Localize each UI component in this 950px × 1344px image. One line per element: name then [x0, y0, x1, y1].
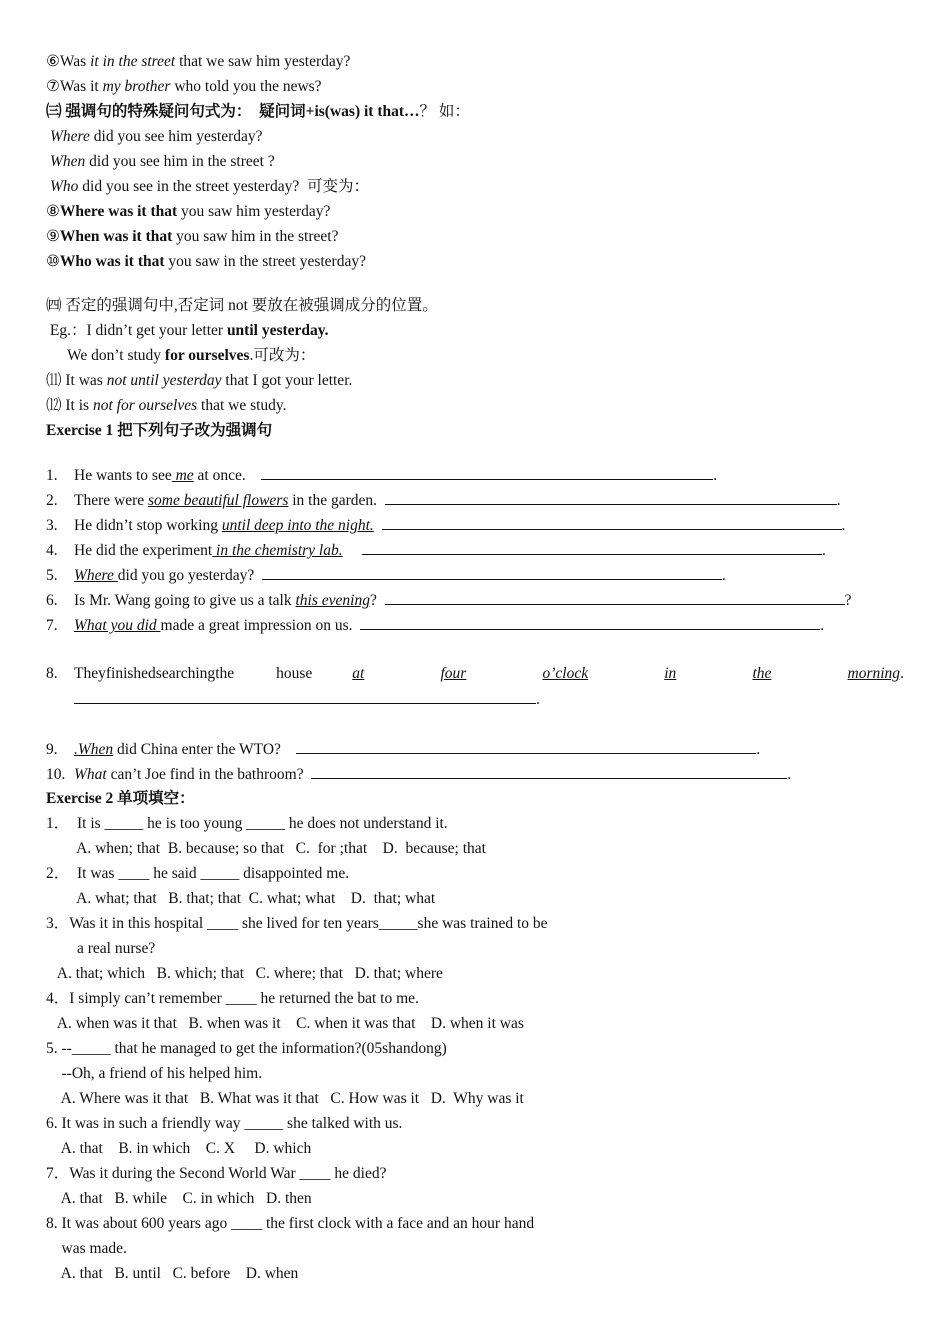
exercise1-item-3: 3. He didn’t stop working until deep into the night. . — [46, 517, 846, 534]
exercise2-line: 8. It was about 600 years ago ____ the first clock with a face and an hour hand — [46, 1215, 535, 1232]
exercise2-line: --Oh, a friend of his helped him. — [46, 1065, 263, 1082]
exercise2-line: 7．Was it during the Second World War ____ he died? — [46, 1165, 387, 1182]
exercise2-line: A. Where was it that B. What was it that C. How was it D. Why was it — [46, 1090, 524, 1107]
answer-blank[interactable] — [382, 515, 842, 530]
exercise2-line: 6. It was in such a friendly way _____ she talked with us. — [46, 1115, 403, 1132]
exercise1-item-6: 6. Is Mr. Wang going to give us a talk this evening? ? — [46, 592, 852, 609]
exercise2-line: A. when was it that B. when was it C. when it was that D. when it was — [46, 1015, 524, 1032]
exercise2-line: A. when; that B. because; so that C. for ;that D. because; that — [46, 840, 486, 857]
example-line-6: ⑥Was it in the street that we saw him yesterday? — [46, 53, 351, 70]
exercise2-line: A. that B. until C. before D. when — [46, 1265, 299, 1282]
exercise1-item-7: 7. What you did made a great impression on us. . — [46, 617, 825, 634]
exercise1-item-5: 5. Where did you go yesterday? . — [46, 567, 726, 584]
example-eg-2: We don’t study for ourselves.可改为： — [67, 347, 316, 364]
exercise2-line: A. that B. in which C. X D. which — [46, 1140, 312, 1157]
exercise2-line: A. what; that B. that; that C. what; what D. that; what — [46, 890, 436, 907]
exercise1-item-4: 4. He did the experiment in the chemistry lab. . — [46, 542, 826, 559]
answer-blank[interactable] — [74, 689, 536, 704]
exercise2-line: 3．Was it in this hospital ____ she lived for ten years_____she was trained to be — [46, 915, 548, 932]
exercise1-item-2: 2. There were some beautiful flowers in the garden. . — [46, 492, 841, 509]
answer-blank[interactable] — [385, 490, 837, 505]
exercise1-item-10: 10. What can’t Joe find in the bathroom? . — [46, 766, 792, 783]
exercise1-item-9: 9. .When did China enter the WTO? . — [46, 741, 761, 758]
exercise2-line: A. that; which B. which; that C. where; that D. that; where — [46, 965, 443, 982]
exercise2-line: 2． It was ____ he said _____ disappointed me. — [46, 865, 350, 882]
section-heading-3: ㈢ 强调句的特殊疑问句式为： 疑问词+is(was) it that…？ 如： — [46, 103, 470, 120]
question-example-2: When did you see him in the street ? — [50, 153, 275, 170]
exercise2-line: 5. --_____ that he managed to get the information?(05shandong) — [46, 1040, 447, 1057]
exercise1-item-8-answer: . — [74, 689, 540, 710]
question-example-1: Where did you see him yesterday? — [50, 128, 263, 145]
exercise1-item-8: 8. They finished searching the house at four o’clock in the morning . — [46, 665, 904, 682]
example-line-7: ⑦Was it my brother who told you the news? — [46, 78, 322, 95]
example-line-11: ⑾ It was not until yesterday that I got your letter. — [46, 372, 353, 389]
exercise2-line: 1． It is _____ he is too young _____ he does not understand it. — [46, 815, 448, 832]
exercise2-line: 4．I simply can’t remember ____ he returned the bat to me. — [46, 990, 419, 1007]
example-line-12: ⑿ It is not for ourselves that we study. — [46, 397, 287, 414]
answer-blank[interactable] — [261, 465, 713, 480]
question-example-3: Who did you see in the street yesterday? 可变为： — [50, 178, 369, 195]
exercise1-item-1: 1. He wants to see me at once. . — [46, 467, 718, 484]
example-line-8: ⑧Where was it that you saw him yesterday? — [46, 203, 331, 220]
exercise1-title: Exercise 1 把下列句子改为强调句 — [46, 422, 273, 439]
answer-blank[interactable] — [362, 540, 822, 555]
exercise2-line: A. that B. while C. in which D. then — [46, 1190, 312, 1207]
answer-blank[interactable] — [296, 739, 756, 754]
exercise2-line: a real nurse? — [46, 940, 156, 957]
answer-blank[interactable] — [311, 764, 787, 779]
example-line-10: ⑩Who was it that you saw in the street yesterday? — [46, 253, 366, 270]
answer-blank[interactable] — [385, 590, 845, 605]
exercise2-line: was made. — [46, 1240, 127, 1257]
example-line-9: ⑨When was it that you saw him in the street? — [46, 228, 339, 245]
section-heading-4: ㈣ 否定的强调句中,否定词 not 要放在被强调成分的位置。 — [46, 297, 438, 314]
exercise2-title: Exercise 2 单项填空： — [46, 790, 195, 807]
example-eg-1: Eg.：I didn’t get your letter until yesterday. — [46, 322, 329, 339]
answer-blank[interactable] — [360, 615, 820, 630]
answer-blank[interactable] — [262, 565, 722, 580]
